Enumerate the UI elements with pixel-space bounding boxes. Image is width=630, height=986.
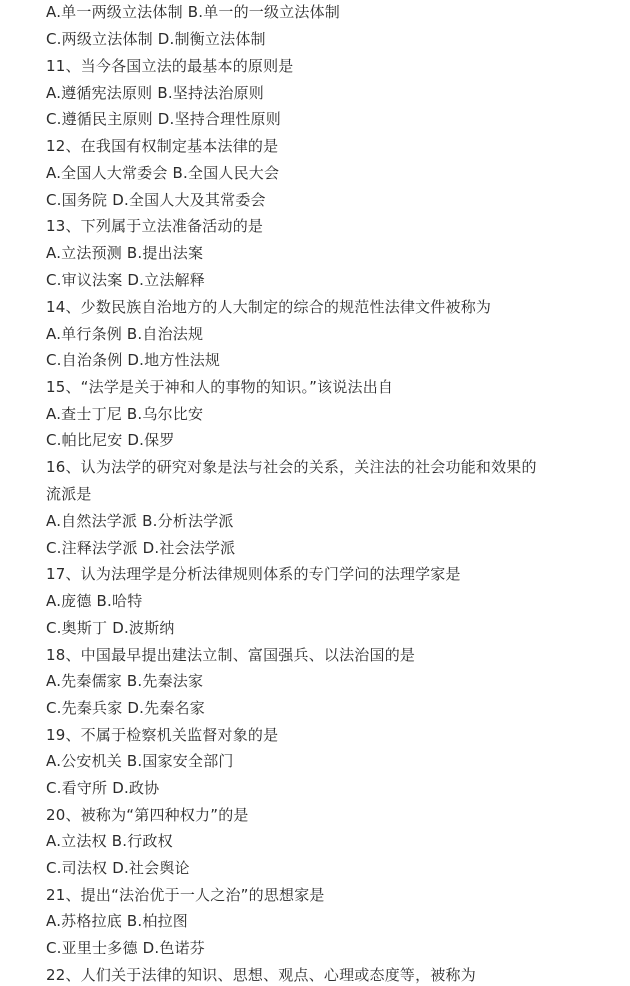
text-line: A.单一两级立法体制 B.单一的一级立法体制: [46, 3, 340, 21]
text-line: A.庞德 B.哈特: [46, 592, 143, 610]
text-line: C.看守所 D.政协: [46, 779, 160, 797]
text-line: C.遵循民主原则 D.坚持合理性原则: [46, 110, 281, 128]
question-line: 22、人们关于法律的知识、思想、观点、心理或态度等，被称为: [46, 966, 476, 984]
text-line: C.国务院 D.全国人大及其常委会: [46, 191, 266, 209]
question-line: 19、不属于检察机关监督对象的是: [46, 726, 279, 744]
text-line: C.审议法案 D.立法解释: [46, 271, 205, 289]
text-line: A.查士丁尼 B.乌尔比安: [46, 405, 204, 423]
question-line: 21、提出“法治优于一人之治”的思想家是: [46, 886, 325, 904]
question-line: 12、在我国有权制定基本法律的是: [46, 137, 279, 155]
text-line: C.自治条例 D.地方性法规: [46, 351, 221, 369]
question-line: 18、中国最早提出建法立制、富国强兵、以法治国的是: [46, 646, 416, 664]
question-line: 11、当今各国立法的最基本的原则是: [46, 57, 294, 75]
text-line: A.先秦儒家 B.先秦法家: [46, 672, 204, 690]
text-line: C.先秦兵家 D.先秦名家: [46, 699, 205, 717]
text-line: C.奥斯丁 D.波斯纳: [46, 619, 175, 637]
text-line: A.单行条例 B.自治法规: [46, 325, 204, 343]
text-line: C.亚里士多德 D.色诺芬: [46, 939, 205, 957]
text-line: A.遵循宪法原则 B.坚持法治原则: [46, 84, 264, 102]
text-line: C.两级立法体制 D.制衡立法体制: [46, 30, 266, 48]
text-line: A.公安机关 B.国家安全部门: [46, 752, 234, 770]
text-line: A.全国人大常委会 B.全国人民大会: [46, 164, 280, 182]
question-line: 17、认为法理学是分析法律规则体系的专门学问的法理学家是: [46, 565, 461, 583]
text-line: A.立法预测 B.提出法案: [46, 244, 204, 262]
text-line: A.自然法学派 B.分析法学派: [46, 512, 234, 530]
question-line-continued: 流派是: [46, 485, 92, 503]
text-line: C.司法权 D.社会舆论: [46, 859, 190, 877]
question-line: 20、被称为“第四种权力”的是: [46, 806, 249, 824]
question-line: 15、“法学是关于神和人的事物的知识。”该说法出自: [46, 378, 394, 396]
question-line: 16、认为法学的研究对象是法与社会的关系，关注法的社会功能和效果的: [46, 458, 537, 476]
text-line: A.立法权 B.行政权: [46, 832, 173, 850]
question-line: 13、下列属于立法准备活动的是: [46, 217, 264, 235]
text-line: A.苏格拉底 B.柏拉图: [46, 912, 188, 930]
text-line: C.注释法学派 D.社会法学派: [46, 539, 236, 557]
text-line: C.帕比尼安 D.保罗: [46, 431, 175, 449]
question-line: 14、少数民族自治地方的人大制定的综合的规范性法律文件被称为: [46, 298, 492, 316]
